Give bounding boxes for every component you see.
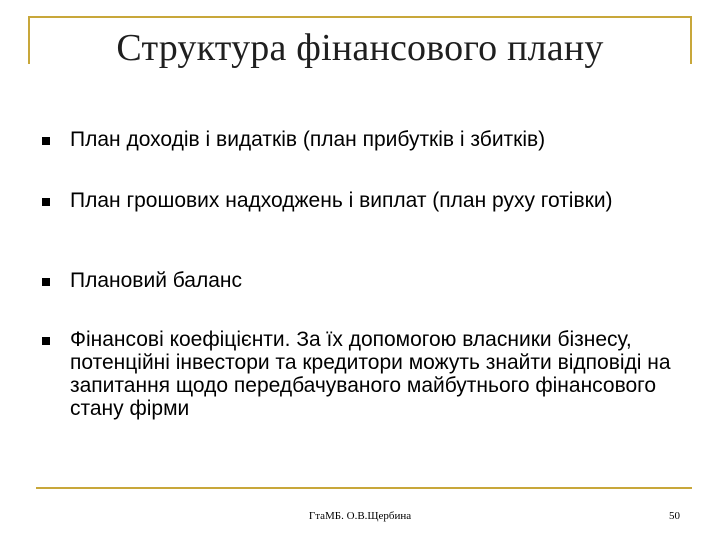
bullet-text: Фінансові коефіцієнти. За їх допомогою власники бізнесу, потенційні інвестори та кредитори можуть знайти відповіді на запитання щодо передбачуваного майбутнього фінансового стану фірми [70,328,671,420]
square-bullet-icon [42,278,50,286]
frame-bottom-line [36,487,692,489]
bullet-text: План грошових надходжень і виплат (план руху готівки) [70,189,613,212]
square-bullet-icon [42,198,50,206]
footer-author: ГтаМБ. О.В.Щербина [308,510,412,522]
frame-top-line [28,16,692,18]
square-bullet-icon [42,137,50,145]
slide-title: Структура фінансового плану [116,27,604,69]
bullet-item [40,189,710,212]
bullet-text: Плановий баланс [70,269,243,292]
bullet-item [40,128,710,151]
bullet-item [40,328,710,420]
bullet-text: План доходів і видатків (план прибутків і збитків) [70,128,546,151]
square-bullet-icon [42,337,50,345]
page-number: 50 [669,510,680,522]
bullet-item [40,269,710,292]
